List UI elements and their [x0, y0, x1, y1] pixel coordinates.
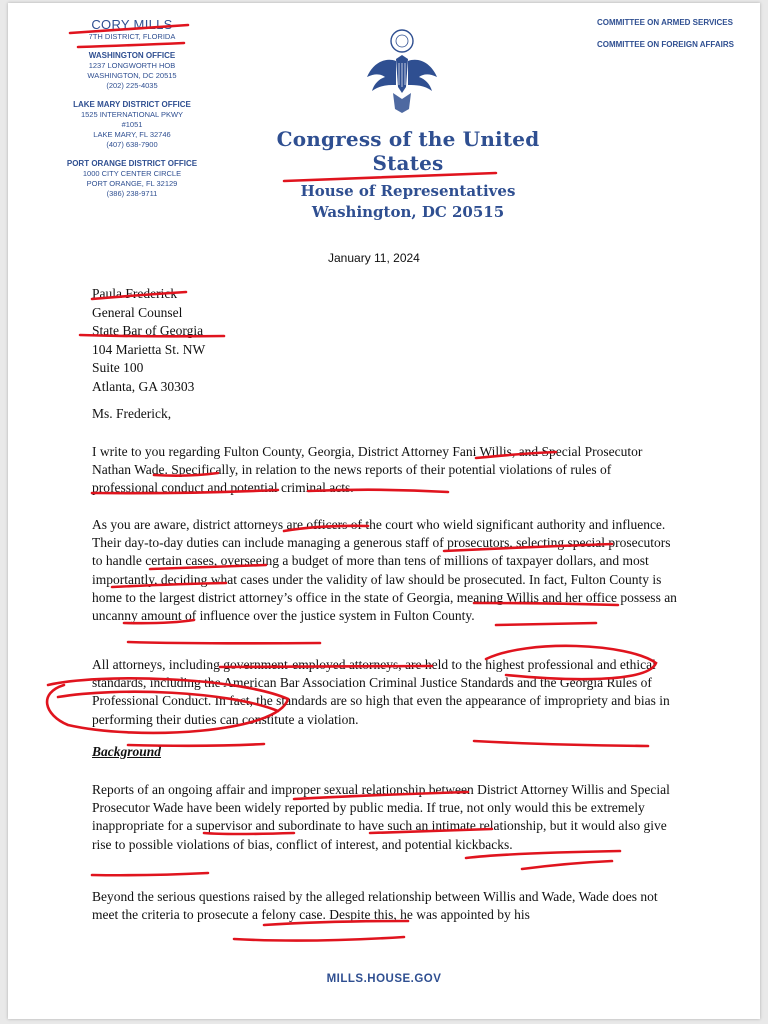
- member-name: CORY MILLS: [91, 17, 173, 32]
- office-title: PORT ORANGE DISTRICT OFFICE: [66, 159, 198, 168]
- letterhead-title: [258, 127, 558, 221]
- house-title: House of Representatives: [300, 182, 516, 200]
- eagle-seal-icon: [363, 27, 441, 119]
- committee-item: COMMITTEE ON FOREIGN AFFAIRS: [596, 40, 734, 49]
- office-line: (386) 238-9711: [106, 189, 158, 198]
- member-district: 7TH DISTRICT, FLORIDA: [88, 32, 176, 41]
- address-line: Paula Frederick: [92, 286, 178, 301]
- office-line: 1237 LONGWORTH HOB: [88, 61, 176, 70]
- committee-item: COMMITTEE ON ARMED SERVICES: [596, 18, 733, 27]
- address-line: State Bar of Georgia: [92, 323, 204, 338]
- office-line: WASHINGTON, DC 20515: [87, 71, 177, 80]
- footer-website: MILLS.HOUSE.GOV: [326, 973, 442, 985]
- office-line: 1000 CITY CENTER CIRCLE: [82, 169, 182, 178]
- office-line: (202) 225-4035: [106, 81, 158, 90]
- paragraph: I write to you regarding Fulton County, Georgia, District Attorney Fani Willis, and Special Prosecutor Nathan Wade. Specifically, in relation to the news reports of their potential violations of rules of professional conduct and potential criminal acts.: [92, 444, 643, 496]
- washington-title: Washington, DC 20515: [311, 203, 505, 221]
- office-line: 1525 INTERNATIONAL PKWY: [80, 110, 184, 119]
- office-title: WASHINGTON OFFICE: [88, 51, 176, 60]
- paragraph: All attorneys, including government-employed attorneys, are held to the highest professional and ethical standards, including the American Bar Association Criminal Justice Standards and the Georgia Rules of Professional Conduct. In fact, the standards are so high that even the appearance of impropriety and bias in performing their duties can constitute a violation.: [92, 657, 670, 727]
- committee-list: [597, 17, 734, 61]
- paragraph: As you are aware, district attorneys are officers of the court who wield significant authority and influence. Their day-to-day duties can include managing a generous staff of prosecutors, selecting special prosecutors to handle certain cases, overseeing a budget of more than tens of millions of taxpayer dollars, and most importantly, deciding what cases under the validity of law should be prosecuted. In fact, Fulton County is home to the largest district attorney’s office in the state of Georgia, meaning Willis and her office possess an uncanny amount of influence over the justice system in Fulton County.: [92, 517, 677, 624]
- section-heading: Background: [92, 744, 162, 759]
- address-line: 104 Marietta St. NW: [92, 341, 206, 357]
- office-line: #1051: [121, 120, 143, 129]
- office-line: (407) 638-7900: [106, 140, 158, 149]
- salutation: Ms. Frederick,: [92, 406, 172, 421]
- office-line: PORT ORANGE, FL 32129: [86, 179, 178, 188]
- letter-page: [8, 3, 760, 1019]
- address-line: General Counsel: [92, 304, 183, 320]
- address-line: Suite 100: [92, 360, 144, 375]
- paragraph: Reports of an ongoing affair and improper sexual relationship between District Attorney Willis and Special Prosecutor Wade have been widely reported by public media. If true, not only would this be extremely inappropriate for a supervisor and subordinate to have such an intimate relationship, but it would also give rise to possible violations of bias, conflict of interest, and potential kickbacks.: [92, 782, 670, 852]
- member-info: [52, 17, 212, 199]
- recipient-address: [92, 285, 205, 396]
- address-line: Atlanta, GA 30303: [92, 378, 195, 394]
- office-title: LAKE MARY DISTRICT OFFICE: [73, 100, 191, 109]
- congress-title: Congress of the United States: [276, 127, 540, 175]
- paragraph: Beyond the serious questions raised by the alleged relationship between Willis and Wade, Wade does not meet the criteria to prosecute a felony case. Despite this, he was appointed by his: [92, 889, 658, 923]
- office-line: LAKE MARY, FL 32746: [93, 130, 171, 139]
- letter-date: January 11, 2024: [328, 251, 420, 265]
